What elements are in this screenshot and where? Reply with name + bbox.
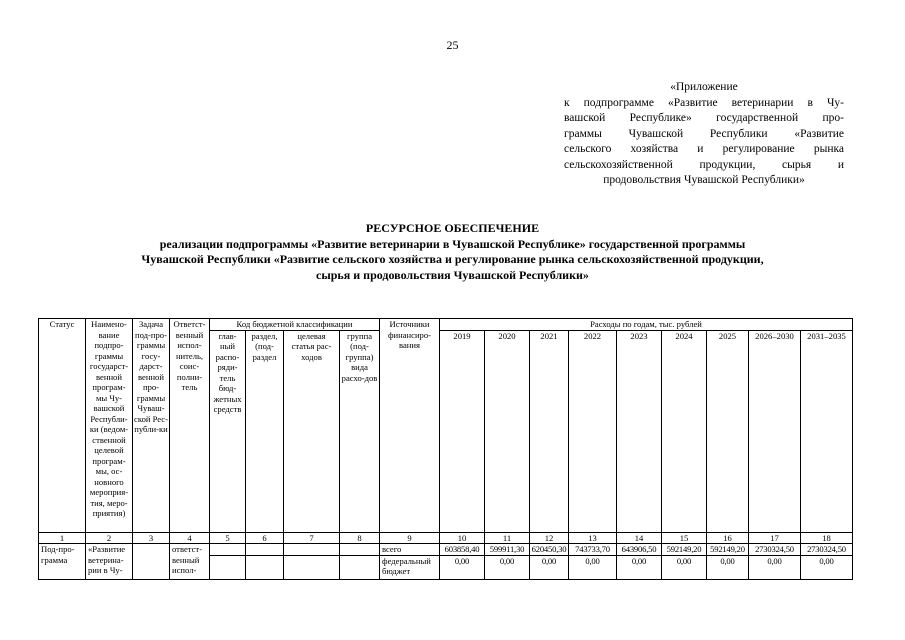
row-cell: [246, 544, 284, 556]
row-task: [133, 544, 170, 580]
column-number: 5: [210, 532, 246, 544]
header-chief-manager: глав-ный распо-ряди-тель бюд-жетных средств: [210, 330, 246, 532]
column-number: 14: [617, 532, 662, 544]
row-executor: ответст-венный испол-: [170, 544, 210, 580]
header-target-item: целевая статья рас-ходов: [284, 330, 340, 532]
column-number: 6: [246, 532, 284, 544]
header-name: Наимено-вание подпро-граммы государст-венной програм-мы Чу-вашской Республи-ки (ведом-ственной целевой програм-мы, ос-новного мероприя-тия, меро-приятия): [86, 319, 133, 533]
column-number: 10: [440, 532, 485, 544]
column-number: 18: [801, 532, 853, 544]
row-value: 0,00: [440, 555, 485, 579]
column-number: 9: [380, 532, 440, 544]
row-value: 620450,30: [530, 544, 569, 556]
row-value: 0,00: [749, 555, 801, 579]
appendix-line: к подпрограмме «Развитие ветеринарии в Чу-: [564, 96, 844, 109]
row-cell: [246, 555, 284, 579]
header-year: 2021: [530, 330, 569, 532]
document-title: [0, 221, 905, 283]
header-budget-code: Код бюджетной классификации: [210, 319, 380, 331]
header-expense-group: группа (под-группа) вида расхо-дов: [340, 330, 380, 532]
row-value: 643906,50: [617, 544, 662, 556]
appendix-line: сельского хозяйства и регулирование рынка: [564, 143, 844, 155]
column-number: 3: [133, 532, 170, 544]
appendix-line: вашской Республике» государственной про-: [564, 112, 844, 124]
header-executor: Ответст-венный испол-нитель, соис-полни-тель: [170, 319, 210, 533]
appendix-line: продовольствия Чувашской Республики»: [603, 174, 805, 186]
column-number: 11: [485, 532, 530, 544]
column-number-row: [39, 532, 853, 544]
row-value: 0,00: [801, 555, 853, 579]
row-value: 0,00: [569, 555, 617, 579]
header-year: 2023: [617, 330, 662, 532]
column-number: 16: [707, 532, 749, 544]
title-line: РЕСУРСНОЕ ОБЕСПЕЧЕНИЕ: [365, 221, 540, 235]
title-line: сырья и продовольствия Чувашской Республики»: [316, 267, 589, 282]
column-number: 4: [170, 532, 210, 544]
header-year: 2019: [440, 330, 485, 532]
header-year: 2020: [485, 330, 530, 532]
column-number: 12: [530, 532, 569, 544]
row-name: «Развитие ветерина-рии в Чу-: [86, 544, 133, 580]
row-value: 2730324,50: [801, 544, 853, 556]
row-value: 2730324,50: [749, 544, 801, 556]
column-number: 2: [86, 532, 133, 544]
resource-table: [38, 318, 853, 580]
column-number: 17: [749, 532, 801, 544]
row-cell: [284, 544, 340, 556]
row-source: всего: [380, 544, 440, 556]
header-year: 2022: [569, 330, 617, 532]
header-year: 2026–2030: [749, 330, 801, 532]
header-expenses: Расходы по годам, тыс. рублей: [440, 319, 853, 331]
row-value: 743733,70: [569, 544, 617, 556]
row-cell: [284, 555, 340, 579]
row-cell: [340, 544, 380, 556]
row-value: 599911,30: [485, 544, 530, 556]
appendix-line: граммы Чувашской Республики «Развитие: [564, 127, 844, 140]
column-number: 7: [284, 532, 340, 544]
column-number: 13: [569, 532, 617, 544]
title-line: Чувашской Республики «Развитие сельского хозяйства и регулирование рынка сельскохозяйственной продукции,: [141, 252, 764, 266]
appendix-line: сельскохозяйственной продукции, сырья и: [564, 158, 844, 171]
column-number: 15: [662, 532, 707, 544]
title-line: реализации подпрограммы «Развитие ветеринарии в Чувашской Республике» государственной программы: [159, 236, 746, 251]
row-value: 0,00: [707, 555, 749, 579]
row-value: 0,00: [662, 555, 707, 579]
row-status: Под-про-грамма: [39, 544, 86, 580]
header-year: 2025: [707, 330, 749, 532]
header-status: Статус: [39, 319, 86, 533]
column-number: 8: [340, 532, 380, 544]
row-cell: [210, 544, 246, 556]
row-source: федеральный бюджет: [380, 555, 440, 579]
appendix-note: [564, 80, 844, 189]
row-value: 0,00: [530, 555, 569, 579]
row-value: 0,00: [617, 555, 662, 579]
header-section: раздел, (под-раздел: [246, 330, 284, 532]
row-cell: [210, 555, 246, 579]
header-year: 2024: [662, 330, 707, 532]
column-number: 1: [39, 532, 86, 544]
row-value: 592149,20: [662, 544, 707, 556]
page-number: 25: [446, 38, 459, 52]
appendix-line: «Приложение: [670, 81, 738, 93]
row-value: 0,00: [485, 555, 530, 579]
row-value: 603858,40: [440, 544, 485, 556]
header-task: Задача под-про-граммы госу-дарст-венной про-граммы Чуваш-ской Рес-публи-ки: [133, 319, 170, 533]
table-row: [39, 544, 853, 556]
row-cell: [340, 555, 380, 579]
row-value: 592149,20: [707, 544, 749, 556]
header-sources: Источники финансиро-вания: [380, 319, 440, 533]
header-year: 2031–2035: [801, 330, 853, 532]
